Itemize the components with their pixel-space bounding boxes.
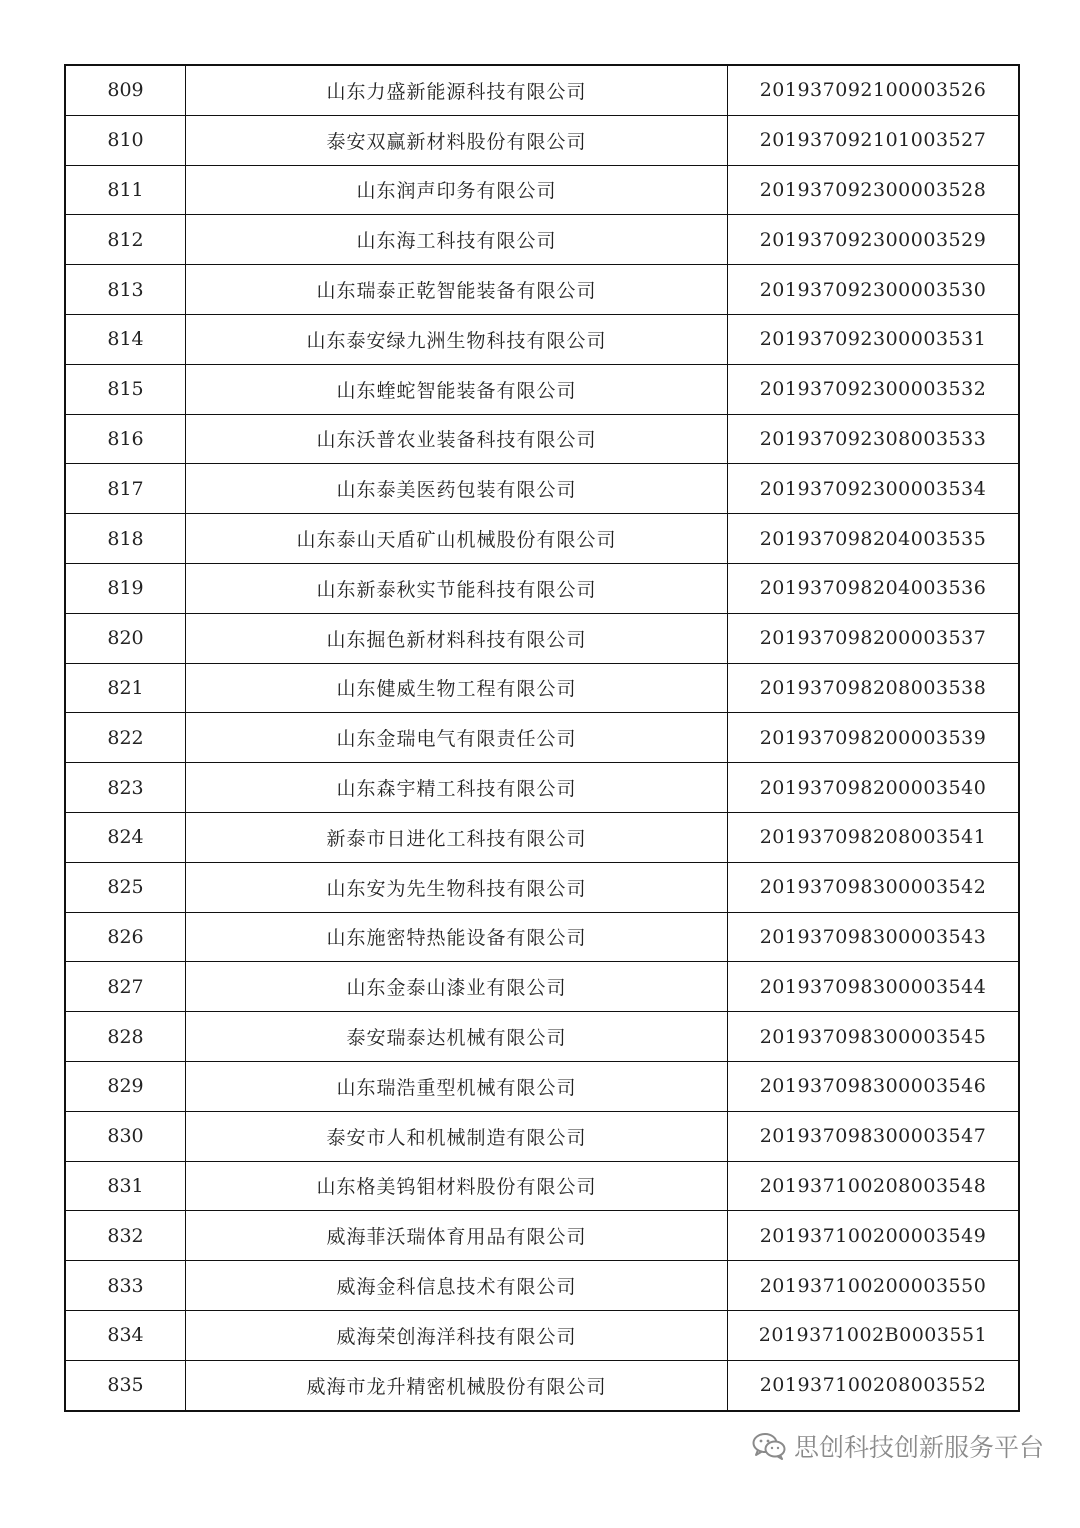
row-number-cell: 822 [65,713,186,763]
registration-code-cell: 201937100208003552 [728,1360,1020,1410]
registration-code-cell: 201937098300003545 [728,1012,1020,1062]
row-number-cell: 828 [65,1012,186,1062]
row-number-cell: 823 [65,763,186,813]
registration-code-cell: 201937092101003527 [728,115,1020,165]
registration-code-cell: 2019371002B0003551 [728,1310,1020,1360]
registration-code-cell: 201937100208003548 [728,1161,1020,1211]
company-name-cell: 威海菲沃瑞体育用品有限公司 [186,1211,728,1261]
registration-code-cell: 201937092300003530 [728,265,1020,315]
registration-code-cell: 201937098200003537 [728,613,1020,663]
row-number-cell: 832 [65,1211,186,1261]
table-row [65,1061,1019,1111]
registration-code-cell: 201937098204003535 [728,514,1020,564]
registration-code-cell: 201937100200003550 [728,1261,1020,1311]
company-name-cell: 山东掘色新材料科技有限公司 [186,613,728,663]
table-row [65,1360,1019,1410]
table-row [65,1310,1019,1360]
company-name-cell: 新泰市日进化工科技有限公司 [186,812,728,862]
registration-code-cell: 201937092300003531 [728,314,1020,364]
table-row [65,215,1019,265]
row-number-cell: 813 [65,265,186,315]
watermark-text: 思创科技创新服务平台 [793,1433,1044,1462]
company-table-container [64,64,1014,1412]
row-number-cell: 814 [65,314,186,364]
registration-code-cell: 201937098200003539 [728,713,1020,763]
table-row [65,115,1019,165]
company-name-cell: 威海荣创海洋科技有限公司 [186,1310,728,1360]
company-name-cell: 威海市龙升精密机械股份有限公司 [186,1360,728,1410]
table-row [65,763,1019,813]
row-number-cell: 829 [65,1061,186,1111]
table-row [65,1161,1019,1211]
row-number-cell: 819 [65,563,186,613]
company-name-cell: 山东金瑞电气有限责任公司 [186,713,728,763]
registration-code-cell: 201937098300003546 [728,1061,1020,1111]
table-row [65,912,1019,962]
table-row [65,265,1019,315]
table-row [65,165,1019,215]
row-number-cell: 835 [65,1360,186,1410]
company-name-cell: 泰安瑞泰达机械有限公司 [186,1012,728,1062]
table-row [65,812,1019,862]
company-table [64,64,1020,1412]
row-number-cell: 824 [65,812,186,862]
table-row [65,713,1019,763]
table-row [65,962,1019,1012]
table-row [65,613,1019,663]
table-row [65,464,1019,514]
row-number-cell: 815 [65,364,186,414]
table-row [65,514,1019,564]
company-table-body [65,65,1019,1411]
company-name-cell: 山东新泰秋实节能科技有限公司 [186,563,728,613]
company-name-cell: 山东沃普农业装备科技有限公司 [186,414,728,464]
registration-code-cell: 201937098204003536 [728,563,1020,613]
company-name-cell: 山东蝰蛇智能装备有限公司 [186,364,728,414]
registration-code-cell: 201937098300003547 [728,1111,1020,1161]
company-name-cell: 泰安市人和机械制造有限公司 [186,1111,728,1161]
company-name-cell: 山东力盛新能源科技有限公司 [186,65,728,115]
table-row [65,364,1019,414]
row-number-cell: 826 [65,912,186,962]
row-number-cell: 825 [65,862,186,912]
company-name-cell: 山东泰安绿九洲生物科技有限公司 [186,314,728,364]
company-name-cell: 山东施密特热能设备有限公司 [186,912,728,962]
row-number-cell: 810 [65,115,186,165]
row-number-cell: 817 [65,464,186,514]
registration-code-cell: 201937092300003529 [728,215,1020,265]
registration-code-cell: 201937092100003526 [728,65,1020,115]
company-name-cell: 山东安为先生物科技有限公司 [186,862,728,912]
registration-code-cell: 201937098300003542 [728,862,1020,912]
row-number-cell: 820 [65,613,186,663]
table-row [65,1211,1019,1261]
row-number-cell: 834 [65,1310,186,1360]
row-number-cell: 833 [65,1261,186,1311]
company-name-cell: 山东泰美医药包装有限公司 [186,464,728,514]
table-row [65,1261,1019,1311]
watermark [752,1428,1044,1464]
registration-code-cell: 201937098208003538 [728,663,1020,713]
row-number-cell: 816 [65,414,186,464]
row-number-cell: 827 [65,962,186,1012]
company-name-cell: 山东森宇精工科技有限公司 [186,763,728,813]
row-number-cell: 821 [65,663,186,713]
table-row [65,314,1019,364]
registration-code-cell: 201937098200003540 [728,763,1020,813]
table-row [65,414,1019,464]
company-name-cell: 威海金科信息技术有限公司 [186,1261,728,1311]
registration-code-cell: 201937100200003549 [728,1211,1020,1261]
registration-code-cell: 201937092300003528 [728,165,1020,215]
company-name-cell: 山东瑞浩重型机械有限公司 [186,1061,728,1111]
row-number-cell: 818 [65,514,186,564]
table-row [65,65,1019,115]
company-name-cell: 山东泰山天盾矿山机械股份有限公司 [186,514,728,564]
wechat-icon [752,1432,786,1460]
table-row [65,563,1019,613]
registration-code-cell: 201937098208003541 [728,812,1020,862]
table-row [65,1012,1019,1062]
table-row [65,862,1019,912]
row-number-cell: 831 [65,1161,186,1211]
company-name-cell: 山东润声印务有限公司 [186,165,728,215]
company-name-cell: 山东格美钨钼材料股份有限公司 [186,1161,728,1211]
company-name-cell: 山东瑞泰正乾智能装备有限公司 [186,265,728,315]
row-number-cell: 809 [65,65,186,115]
table-row [65,663,1019,713]
registration-code-cell: 201937098300003544 [728,962,1020,1012]
company-name-cell: 泰安双赢新材料股份有限公司 [186,115,728,165]
registration-code-cell: 201937092300003534 [728,464,1020,514]
registration-code-cell: 201937098300003543 [728,912,1020,962]
row-number-cell: 811 [65,165,186,215]
company-name-cell: 山东海工科技有限公司 [186,215,728,265]
registration-code-cell: 201937092300003532 [728,364,1020,414]
company-name-cell: 山东健威生物工程有限公司 [186,663,728,713]
table-row [65,1111,1019,1161]
registration-code-cell: 201937092308003533 [728,414,1020,464]
row-number-cell: 812 [65,215,186,265]
row-number-cell: 830 [65,1111,186,1161]
company-name-cell: 山东金泰山漆业有限公司 [186,962,728,1012]
